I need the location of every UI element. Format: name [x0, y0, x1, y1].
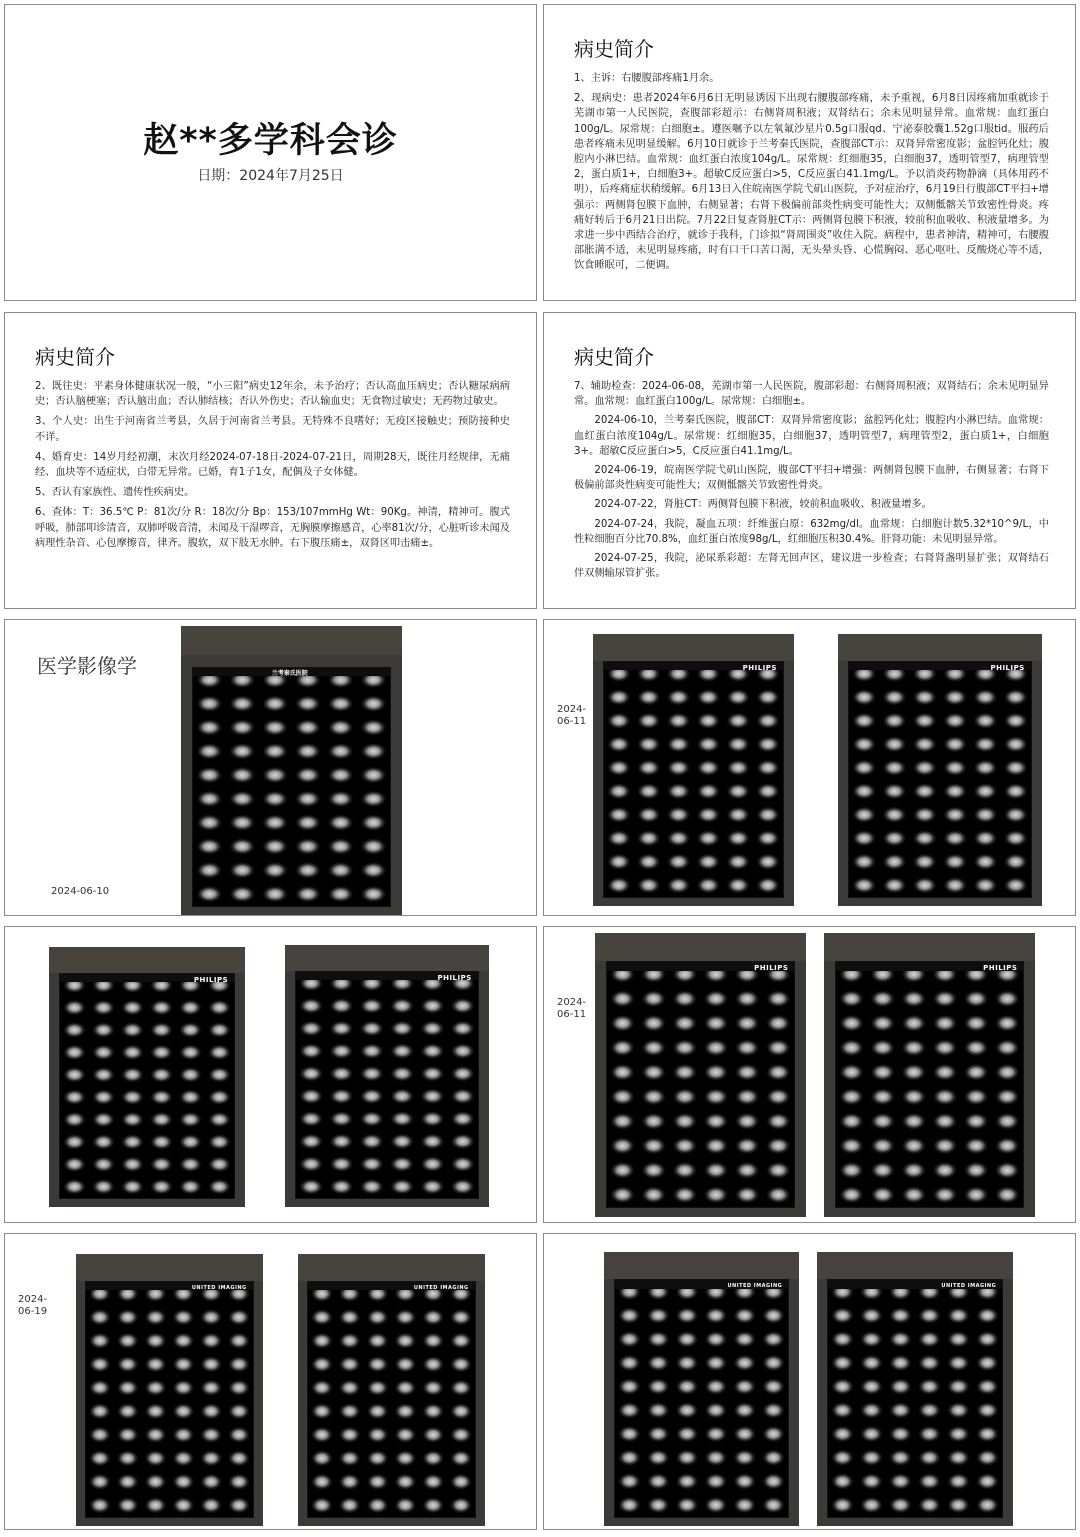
slide-history-3 — [543, 312, 1076, 609]
film-header — [193, 668, 390, 676]
slide-imaging-0610 — [4, 619, 537, 916]
aux-exam-0725: 2024-07-25，我院，泌尿系彩超：左肾无回声区，建议进一步检查；右肾肾盏明显扩张；双肾结石伴双侧输尿管扩张。 — [574, 553, 1049, 580]
ct-film-photo-left — [595, 933, 806, 1217]
united-imaging-logo: UNITED IMAGING — [727, 1283, 783, 1290]
imaging-date-label: 2024-06-10 — [51, 886, 110, 897]
ct-film-photo-left — [593, 634, 794, 906]
aux-exam-0722: 2024-07-22，肾脏CT：两侧肾包膜下积液，较前积血吸收、积液量增多。 — [594, 499, 932, 511]
slide-history-2 — [4, 312, 537, 609]
united-imaging-logo: UNITED IMAGING — [413, 1285, 469, 1292]
marital-history: 4、婚育史：14岁月经初潮，末次月经2024-07-18日-2024-07-21日，周期28天，既往月经规律，无痛经、血块等不适症状，白带无异常。已婚，育1子1女，配偶及子女体健。 — [35, 451, 510, 479]
slide-imaging-0611-c — [543, 926, 1076, 1223]
ct-film — [192, 667, 391, 908]
ct-film-photo-left — [49, 947, 245, 1207]
past-history: 2、既往史：平素身体健康状况一般，“小三阳”病史12年余，未予治疗；否认高血压病史；否认糖尿病病史；否认脑梗塞；否认脑出血；否认肺结核；否认外伤史；否认输血史；无食物过敏史；无药物过敏史。 — [35, 381, 510, 408]
consultation-title: 赵**多学科会诊 — [143, 121, 398, 161]
slide-history-1 — [543, 4, 1076, 301]
slide-body — [574, 379, 1049, 585]
ct-film — [606, 961, 796, 1208]
united-imaging-logo: UNITED IMAGING — [191, 1285, 247, 1292]
aux-exam-0724: 2024-07-24，我院，凝血五项：纤维蛋白原：632mg/dl。血常规：白细胞计数5.32*10^9/L，中性粒细胞百分比70.8%，血红蛋白浓度98g/L，红细胞压积30.4%。肝肾功能：未见明显异常。 — [574, 518, 1049, 545]
philips-logo: PHILIPS — [742, 664, 777, 673]
ct-film — [848, 661, 1032, 898]
ct-film-photo-left — [76, 1254, 263, 1526]
ct-film — [827, 1279, 1003, 1517]
slide-heading: 病史简介 — [35, 345, 115, 369]
ct-film-photo-right — [824, 933, 1035, 1217]
aux-exam-intro: 7、辅助检查：2024-06-08，芜湖市第一人民医院，腹部彩超：右侧肾周积液；双肾结石；余未见明显异常。血常规：血红蛋白100g/L。尿常规：白细胞±。 — [574, 381, 1049, 408]
ct-film — [835, 961, 1025, 1208]
ct-film — [614, 1279, 790, 1517]
ct-film-photo-left — [604, 1252, 799, 1526]
imaging-date-label: 2024- 06-11 — [557, 704, 587, 727]
slide-heading: 病史简介 — [574, 37, 654, 61]
family-history: 5、否认有家族性、遗传性疾病史。 — [35, 487, 195, 499]
slide-imaging-0611-a — [543, 619, 1076, 916]
slide-imaging-0619-a — [4, 1233, 537, 1530]
ct-film-photo — [181, 626, 402, 916]
slide-heading: 病史简介 — [574, 345, 654, 369]
philips-logo: PHILIPS — [983, 964, 1018, 973]
aux-exam-0610: 2024-06-10，兰考秦氏医院，腹部CT：双肾异常密度影；盆腔钙化灶；腹腔内小淋巴结。血常规：血红蛋白浓度104g/L。尿常规：红细胞35，白细胞37，透明管型7，病理管型2，蛋白质1+，白细胞3+。超敏C反应蛋白>5，C反应蛋白41.1mg/L。 — [574, 415, 1049, 457]
imaging-date-label: 2024- 06-11 — [557, 997, 587, 1020]
slide-cover — [4, 4, 537, 301]
ct-film — [59, 973, 235, 1199]
ct-film-photo-right — [817, 1252, 1013, 1526]
imaging-heading: 医学影像学 — [37, 654, 137, 678]
ct-film — [603, 661, 784, 898]
personal-history: 3、个人史：出生于河南省兰考县，久居于河南省兰考县。无特殊不良嗜好；无疫区接触史；预防接种史不详。 — [35, 416, 510, 443]
ct-film-photo-right — [285, 945, 489, 1207]
slide-body — [35, 379, 510, 556]
slide-imaging-0619-b — [543, 1233, 1076, 1530]
philips-logo: PHILIPS — [193, 976, 229, 984]
ct-film-photo-right — [838, 634, 1042, 906]
physical-exam: 6、查体：T：36.5℃ P：81次/分 R：18次/分 Bp：153/107mmHg Wt：90Kg。神清，精神可。腹式呼吸，肺部叩诊清音，双肺呼吸音清，未闻及干湿啰音，无胸膜摩擦感音，心率81次/分，心脏听诊未闻及病理性杂音、心包摩擦音，律齐。腹软，双下肢无水肿。右下腹压痛±，双肾区叩击痛±。 — [35, 507, 510, 549]
ct-film — [307, 1281, 475, 1518]
philips-logo: PHILIPS — [754, 964, 789, 973]
slide-body — [574, 71, 1049, 279]
philips-logo: PHILIPS — [437, 974, 472, 983]
aux-exam-0619: 2024-06-19，皖南医学院弋矶山医院，腹部CT平扫+增强：两侧肾包膜下血肿，右侧显著；右肾下极偏前部炎性病变可能性大；双侧骶髂关节致密性骨炎。 — [574, 465, 1049, 492]
slide-imaging-0611-b — [4, 926, 537, 1223]
ct-film — [85, 1281, 253, 1518]
imaging-date-label: 2024- 06-19 — [18, 1294, 48, 1317]
present-illness: 2、现病史：患者2024年6月6日无明显诱因下出现右腰腹部疼痛，未予重视，6月8日因疼痛加重就诊于芜湖市第一人民医院，查腹部彩超示：右侧肾周积液；双肾结石；余未见明显异常。血常规：血红蛋白100g/L。尿常规：白细胞±。遵医嘱予以左氧氟沙星片0.5g口服qd、宁泌泰胶囊1.52g口服tid。服药后患者疼痛未见明显缓解。6月10日就诊于兰考秦氏医院，查腹部CT示：双肾异常密度影；盆腔钙化灶；腹腔内小淋巴结。血常规：血红蛋白浓度104g/L。尿常规：红细胞35，白细胞37，透明管型7，病理管型2，蛋白质1+，白细胞3+。超敏C反应蛋白>5，C反应蛋白41.1mg/L。予以消炎药物静滴（具体用药不明），后疼痛症状稍缓解。6月13日入住皖南医学院弋矶山医院，予对症治疗，6月19日行腹部CT平扫+增强示：两侧肾包膜下血肿，右侧显著；右肾下极偏前部炎性病变可能性大；双侧骶髂关节致密性骨炎。疼痛好转后于6月21日出院。7月22日复查肾脏CT示：两侧肾包膜下积液，较前积血吸收、积液量增多。为求进一步中西结合治疗，就诊于我科，门诊拟“肾周围炎”收住入院。病程中，患者神清，精神可，右腰腹部胀满不适，未见明显疼痛，时有口干口苦口渴，无头晕头昏、心慌胸闷、恶心呕吐、反酸烧心等不适，饮食睡眠可，二便调。 — [574, 93, 1049, 272]
philips-logo: PHILIPS — [990, 664, 1025, 673]
chief-complaint: 1、主诉：右腰腹部疼痛1月余。 — [574, 73, 720, 84]
ct-film — [295, 971, 479, 1199]
film-hospital: 兰考秦氏医院 — [271, 669, 308, 677]
united-imaging-logo: UNITED IMAGING — [941, 1283, 997, 1290]
ct-film-photo-right — [298, 1254, 485, 1526]
consultation-date: 日期：2024年7月25日 — [197, 168, 344, 184]
